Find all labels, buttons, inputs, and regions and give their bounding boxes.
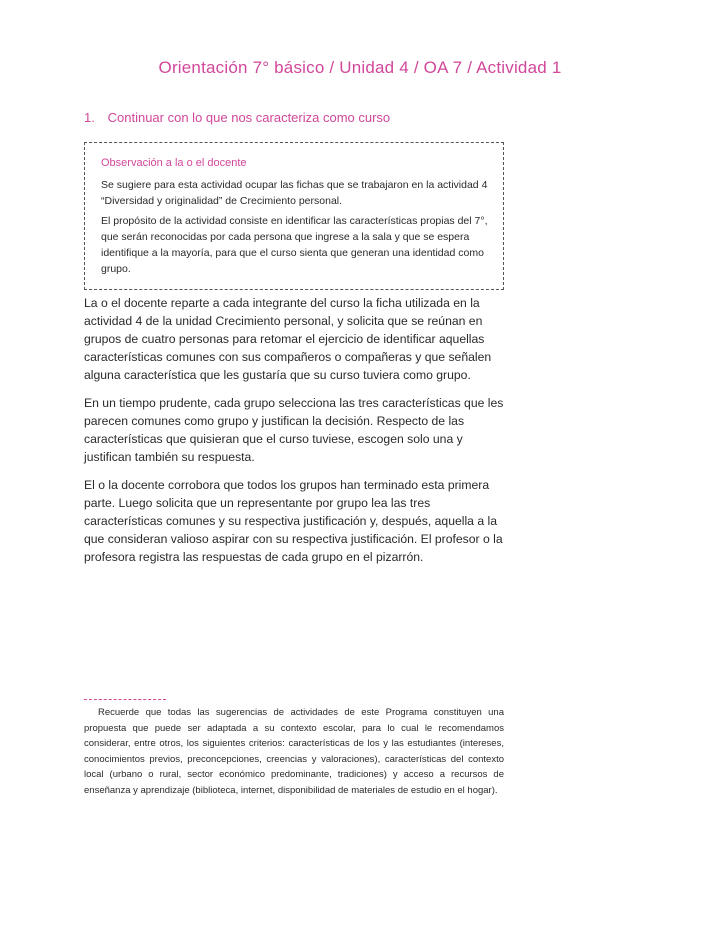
- body-paragraph: En un tiempo prudente, cada grupo selecciona las tres características que les parecen comunes como grupo y justifican la decisión. Respecto de las características que quisieran que el curso tuviese, escogen solo una y justifican también su respuesta.: [84, 396, 504, 464]
- body-paragraph: La o el docente reparte a cada integrante del curso la ficha utilizada en la actividad 4 de la unidad Crecimiento personal, y solicita que se reúnan en grupos de cuatro personas para retomar el ejercicio de identificar aquellas características comunes con sus compañeros o compañeras y que señalen alguna característica que les gustaría que su curso tuviera como grupo.: [84, 296, 492, 382]
- footnote-text: Recuerde que todas las sugerencias de actividades de este Programa constituyen una propuesta que puede ser adaptada a su contexto escolar, para lo cual le recomendamos considerar, entre otros, los siguientes criterios: características de los y las estudiantes (intereses, conocimientos previos, preconcepciones, creencias y valoraciones), características del contexto local (urbano o rural, sector económico predominante, tradiciones) y acceso a recursos de enseñanza y aprendizaje (biblioteca, internet, disponibilidad de materiales de estudio en el hogar).: [84, 707, 504, 796]
- section-number: 1.: [84, 110, 95, 125]
- teacher-note-paragraph: Se sugiere para esta actividad ocupar las fichas que se trabajaron en la actividad 4 “Diversidad y originalidad” de Crecimiento personal.: [101, 179, 488, 207]
- section-heading: [84, 110, 504, 125]
- body-paragraph: El o la docente corrobora que todos los grupos han terminado esta primera parte. Luego solicita que un representante por grupo lea las tres características comunes y su respectiva justificación y, después, aquella a la que consideran valioso aspirar con su respectiva justificación. El profesor o la profesora registra las respuestas de cada grupo en el pizarrón.: [84, 478, 503, 564]
- section-heading-text: Continuar con lo que nos caracteriza como curso: [107, 110, 391, 125]
- teacher-note-paragraph: El propósito de la actividad consiste en identificar las características propias del 7°, que serán reconocidas por cada persona que ingrese a la sala y que se espera identifique a la mayoría, para que el curso sienta que generan una identidad como grupo.: [101, 215, 488, 275]
- teacher-note-title: Observación a la o el docente: [101, 157, 247, 169]
- footnote-divider: [84, 699, 166, 700]
- page-title: Orientación 7° básico / Unidad 4 / OA 7 / Actividad 1: [158, 58, 562, 77]
- activity-body: [84, 294, 504, 576]
- teacher-note-box: [84, 142, 504, 290]
